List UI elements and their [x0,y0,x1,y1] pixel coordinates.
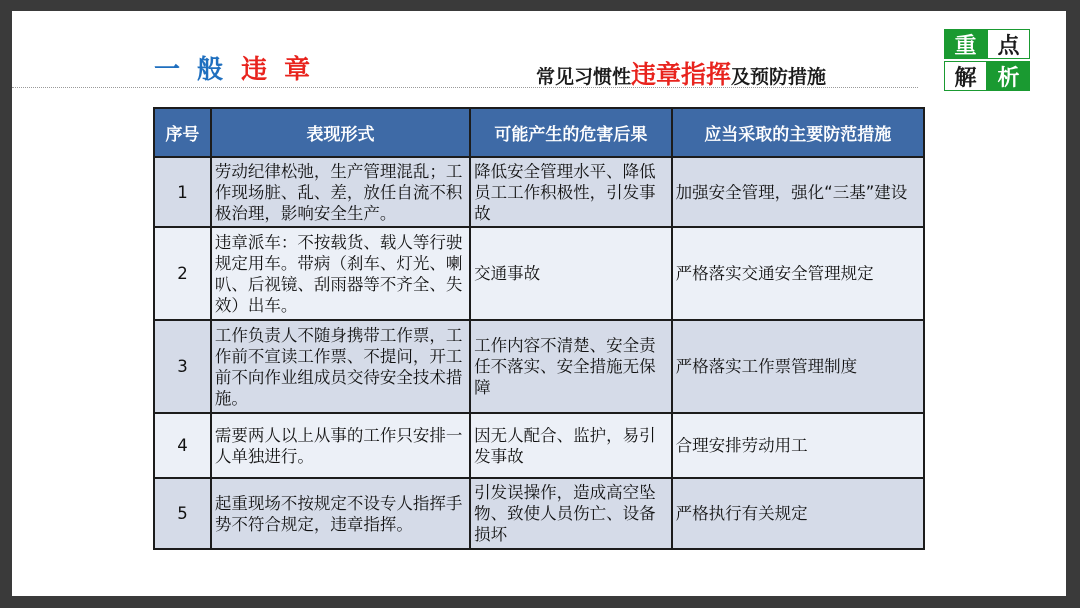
slide-heading [154,49,314,86]
row-consequence: 工作内容不清楚、安全责任不落实、安全措施无保障 [470,320,671,413]
dotted-divider [12,87,918,88]
row-form: 工作负责人不随身携带工作票，工作前不宣读工作票、不提问，开工前不向作业组成员交待安全技术措施。 [211,320,470,413]
slide [12,11,1066,596]
key-analysis-badge [944,29,1030,93]
col-header-consequence: 可能产生的危害后果 [470,108,671,157]
badge-char-2: 点 [987,29,1030,59]
row-index: 5 [154,478,211,549]
subheading-highlight: 违章指挥 [631,60,732,89]
row-measure: 严格落实工作票管理制度 [672,320,924,413]
row-measure: 合理安排劳动用工 [672,413,924,478]
row-consequence: 降低安全管理水平、降低员工工作积极性，引发事故 [470,157,671,227]
badge-char-4: 析 [987,61,1030,91]
badge-char-1: 重 [944,29,987,59]
row-consequence: 引发误操作，造成高空坠物、致使人员伤亡、设备损坏 [470,478,671,549]
subheading-prefix: 常见习惯性 [536,66,632,88]
table-row [154,478,924,549]
row-index: 2 [154,227,211,320]
row-measure: 严格落实交通安全管理规定 [672,227,924,320]
violations-table [153,107,925,550]
col-header-index: 序号 [154,108,211,157]
badge-char-3: 解 [944,61,987,91]
row-measure: 严格执行有关规定 [672,478,924,549]
row-form: 劳动纪律松弛，生产管理混乱；工作现场脏、乱、差，放任自流不积极治理，影响安全生产。 [211,157,470,227]
table-row [154,157,924,227]
heading-part-general: 一 般 [154,55,228,85]
row-index: 3 [154,320,211,413]
table-row [154,413,924,478]
row-form: 起重现场不按规定不设专人指挥手势不符合规定，违章指挥。 [211,478,470,549]
col-header-form: 表现形式 [211,108,470,157]
row-form: 需要两人以上从事的工作只安排一人单独进行。 [211,413,470,478]
row-measure: 加强安全管理，强化“三基”建设 [672,157,924,227]
table-row [154,227,924,320]
subheading-suffix: 及预防措施 [731,66,827,88]
row-index: 4 [154,413,211,478]
row-index: 1 [154,157,211,227]
table-row [154,320,924,413]
col-header-measure: 应当采取的主要防范措施 [672,108,924,157]
heading-part-violation: 违 章 [241,55,315,85]
row-form: 违章派车：不按载货、载人等行驶规定用车。带病（刹车、灯光、喇叭、后视镜、刮雨器等不齐全、失效）出车。 [211,227,470,320]
row-consequence: 交通事故 [470,227,671,320]
row-consequence: 因无人配合、监护，易引发事故 [470,413,671,478]
table-header-row [154,108,924,157]
subheading [536,55,826,91]
